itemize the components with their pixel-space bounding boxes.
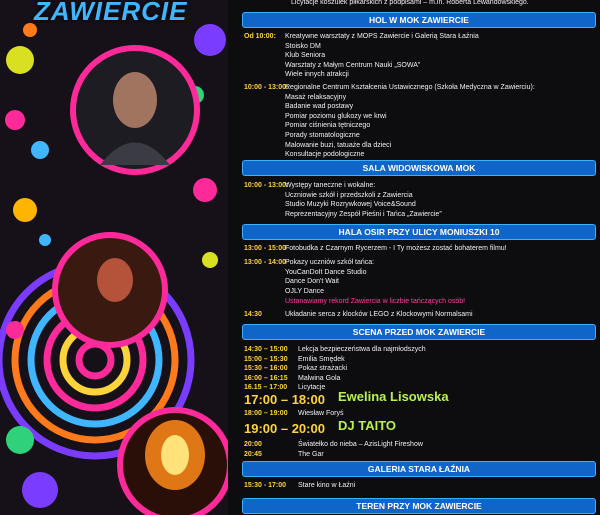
- event-text: Układanie serca z klocków LEGO z Klockowymi Normalsami: [285, 311, 473, 318]
- program-column: [228, 0, 600, 515]
- headline-time: 19:00 – 20:00: [244, 421, 325, 436]
- section-header-galeria: GALERIA STARA ŁAŹNIA: [242, 461, 596, 477]
- time-label: 13:00 - 14:00: [244, 259, 287, 266]
- top-note: Licytacje koszulek piłkarskich z podpisami – m.in. Roberta Lewandowskiego.: [291, 0, 529, 6]
- event-list: Regionalne Centrum Kształcenia Ustawicznego (Szkoła Medyczna w Zawierciu): Masaż relaksacyjny Badanie wad postawy Pomiar poziomu glukozy we krwi Pomiar ciśnienia tętniczego Porady stomatologiczne Malowanie buzi, tatuaże dla dzieci Konsultacje podologiczne: [285, 84, 535, 159]
- time-label: 10:00 - 13:00:: [244, 84, 289, 91]
- time-list: 14:30 – 15:00 15:00 – 15:30 15:30 – 16:00 16:00 – 16:15 16.15 – 17:00: [244, 346, 288, 392]
- headline-artist: DJ TAITO: [338, 418, 397, 433]
- event-text: Stare kino w Łaźni: [298, 482, 356, 489]
- section-header-hol: HOL W MOK ZAWIERCIE: [242, 12, 596, 28]
- section-header-hala: HALA OSIR PRZY ULICY MONIUSZKI 10: [242, 224, 596, 240]
- section-header-sala: SALA WIDOWISKOWA MOK: [242, 160, 596, 176]
- event-list: Pokazy uczniów szkół tańca: YouCanDoIt Dance Studio Dance Don't Wait OJLY Dance: [285, 259, 375, 295]
- headline-time: 17:00 – 18:00: [244, 392, 325, 407]
- section-header-scena: SCENA PRZED MOK ZAWIERCIE: [242, 324, 596, 340]
- time-label: 14:30: [244, 311, 262, 318]
- time-list: 20:00 20:45: [244, 441, 262, 458]
- highlight-text: Ustanawiamy rekord Zawiercia w liczbie tańczących osób!: [285, 298, 466, 305]
- event-list: Lekcja bezpieczeństwa dla najmłodszych Emilia Smędek Pokaz strażacki Malwina Gola Licytacje: [298, 346, 426, 392]
- decorative-panel: [0, 0, 228, 515]
- event-list: Kreatywne warsztaty z MOPS Zawiercie i Galerią Stara Łaźnia Stoisko DM Klub Seniora Warsztaty z Małym Centrum Nauki „SOWA” Wiele innych atrakcji: [285, 33, 479, 79]
- section-header-teren: TEREN PRZY MOK ZAWIERCIE: [242, 498, 596, 514]
- event-text: Fotobudka z Czarnym Rycerzem - I Ty możesz zostać bohaterem filmu!: [285, 245, 507, 252]
- time-label: 10:00 - 13:00:: [244, 182, 289, 189]
- time-label: Od 10:00:: [244, 33, 276, 40]
- time-label: 13:00 - 15:00: [244, 245, 287, 252]
- brand-title: ZAWIERCIE: [34, 0, 188, 26]
- event-text: Wiesław Foryś: [298, 410, 344, 417]
- event-list: Występy taneczne i wokalne: Uczniowie szkół i przedszkoli z Zawiercia Studio Muzyki Rozrywkowej Voice&Sound Reprezentacyjny Zespół Pieśni i Tańca „Zawiercie”: [285, 182, 442, 218]
- pattern-graphic: [0, 0, 228, 515]
- time-label: 18:00 – 19:00: [244, 410, 288, 417]
- event-list: Światełko do nieba – AzisLight Fireshow The Gar: [298, 441, 423, 458]
- time-label: 15:30 - 17:00: [244, 482, 287, 489]
- headline-artist: Ewelina Lisowska: [338, 389, 449, 404]
